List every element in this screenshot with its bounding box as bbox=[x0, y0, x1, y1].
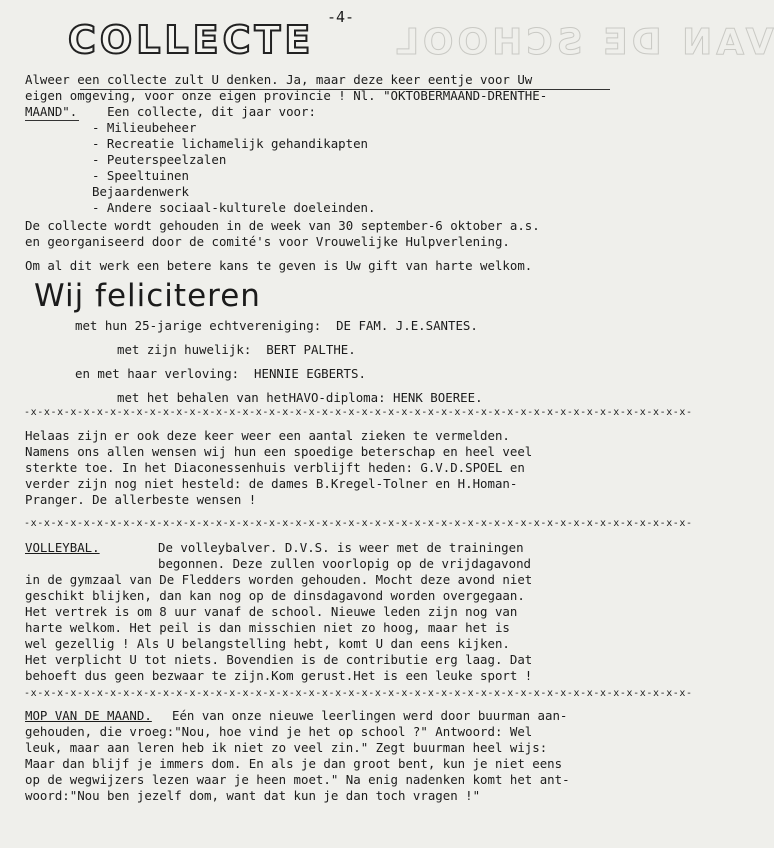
volleybal-line: begonnen. Deze zullen voorlopig op de vrijdagavond bbox=[158, 556, 531, 571]
felicitation-line: en met haar verloving: HENNIE EGBERTS. bbox=[75, 366, 366, 381]
separator-line: -x-x-x-x-x-x-x-x-x-x-x-x-x-x-x-x-x-x-x-x-x-x-x-x-x-x-x-x-x-x-x-x-x-x-x-x-x-x-x-x-x-x-x-x-x-x-x-x-x-x- bbox=[24, 407, 693, 418]
felicitation-line: met hun 25-jarige echtvereniging: DE FAM. J.E.SANTES. bbox=[75, 318, 478, 333]
felicitation-line: met het behalen van hetHAVO-diploma: HENK BOEREE. bbox=[117, 390, 483, 405]
list-item: - Milieubeheer bbox=[92, 120, 197, 135]
mop-line: op de wegwijzers lezen waar je heen moet." Na enig nadenken komt het ant- bbox=[25, 772, 570, 787]
underline-mark bbox=[25, 120, 79, 121]
volleybal-line: harte welkom. Het peil is dan misschien niet zo hoog, maar het is bbox=[25, 620, 510, 635]
collecte-title: COLLECTE bbox=[68, 18, 315, 62]
intro-line: Alweer een collecte zult U denken. Ja, maar deze keer eentje voor Uw bbox=[25, 72, 533, 87]
mop-line: leuk, maar aan leren heb ik niet zo veel zin." Zegt buurman heel wijs: bbox=[25, 740, 548, 755]
intro-line: eigen omgeving, voor onze eigen provincie ! Nl. "OKTOBERMAAND-DRENTHE- bbox=[25, 88, 548, 103]
mop-line: Eén van onze nieuwe leerlingen werd door buurman aan- bbox=[172, 708, 568, 723]
volleybal-line: Het vertrek is om 8 uur vanaf de school. Nieuwe leden zijn nog van bbox=[25, 604, 518, 619]
volleybal-line: De volleybalver. D.V.S. is weer met de trainingen bbox=[158, 540, 524, 555]
collecte-line: Om al dit werk een betere kans te geven is Uw gift van harte welkom. bbox=[25, 258, 533, 273]
intro-maand: MAAND". bbox=[25, 104, 78, 119]
sick-line: sterkte toe. In het Diaconessenhuis verblijft heden: G.V.D.SPOEL en bbox=[25, 460, 525, 475]
mop-label: MOP VAN DE MAAND. bbox=[25, 708, 152, 723]
underline-mark bbox=[80, 89, 610, 90]
page-number: -4- bbox=[327, 8, 355, 26]
list-item: - Speeltuinen bbox=[92, 168, 189, 183]
mop-line: gehouden, die vroeg:"Nou, hoe vind je het op school ?" Antwoord: Wel bbox=[25, 724, 533, 739]
volleybal-line: behoeft dus geen bezwaar te zijn.Kom gerust.Het is een leuke sport ! bbox=[25, 668, 533, 683]
list-item: Bejaardenwerk bbox=[92, 184, 189, 199]
bleed-through-text: VAN DE SCHOOL bbox=[392, 22, 774, 63]
separator-line: -x-x-x-x-x-x-x-x-x-x-x-x-x-x-x-x-x-x-x-x-x-x-x-x-x-x-x-x-x-x-x-x-x-x-x-x-x-x-x-x-x-x-x-x-x-x-x-x-x-x- bbox=[24, 518, 693, 529]
sick-line: verder zijn nog niet hesteld: de dames B.Kregel-Tolner en H.Homan- bbox=[25, 476, 518, 491]
sick-line: Helaas zijn er ook deze keer weer een aantal zieken te vermelden. bbox=[25, 428, 510, 443]
list-item: - Andere sociaal-kulturele doeleinden. bbox=[92, 200, 376, 215]
felicitation-heading: Wij feliciteren bbox=[34, 278, 261, 314]
volleybal-line: wel gezellig ! Als U belangstelling hebt, komt U dan eens kijken. bbox=[25, 636, 510, 651]
volleybal-label: VOLLEYBAL. bbox=[25, 540, 100, 555]
volleybal-line: in de gymzaal van De Fledders worden gehouden. Mocht deze avond niet bbox=[25, 572, 533, 587]
felicitation-line: met zijn huwelijk: BERT PALTHE. bbox=[117, 342, 356, 357]
volleybal-line: geschikt blijken, dan kan nog op de dinsdagavond worden overgegaan. bbox=[25, 588, 525, 603]
mop-line: Maar dan blijf je immers dom. En als je dan groot bent, kun je niet eens bbox=[25, 756, 563, 771]
collecte-line: en georganiseerd door de comité's voor Vrouwelijke Hulpverlening. bbox=[25, 234, 510, 249]
list-item: - Peuterspeelzalen bbox=[92, 152, 227, 167]
list-item: - Recreatie lichamelijk gehandikapten bbox=[92, 136, 369, 151]
sick-line: Namens ons allen wensen wij hun een spoedige beterschap en heel veel bbox=[25, 444, 533, 459]
intro-collecte-for: Een collecte, dit jaar voor: bbox=[107, 104, 316, 119]
intro-line bbox=[25, 104, 316, 120]
sick-line: Pranger. De allerbeste wensen ! bbox=[25, 492, 257, 507]
collecte-line: De collecte wordt gehouden in de week van 30 september-6 oktober a.s. bbox=[25, 218, 540, 233]
separator-line: -x-x-x-x-x-x-x-x-x-x-x-x-x-x-x-x-x-x-x-x-x-x-x-x-x-x-x-x-x-x-x-x-x-x-x-x-x-x-x-x-x-x-x-x-x-x-x-x-x-x- bbox=[24, 688, 693, 699]
volleybal-line: Het verplicht U tot niets. Bovendien is de contributie erg laag. Dat bbox=[25, 652, 533, 667]
mop-line: woord:"Nou ben jezelf dom, want dat kun je dan toch vragen !" bbox=[25, 788, 481, 803]
